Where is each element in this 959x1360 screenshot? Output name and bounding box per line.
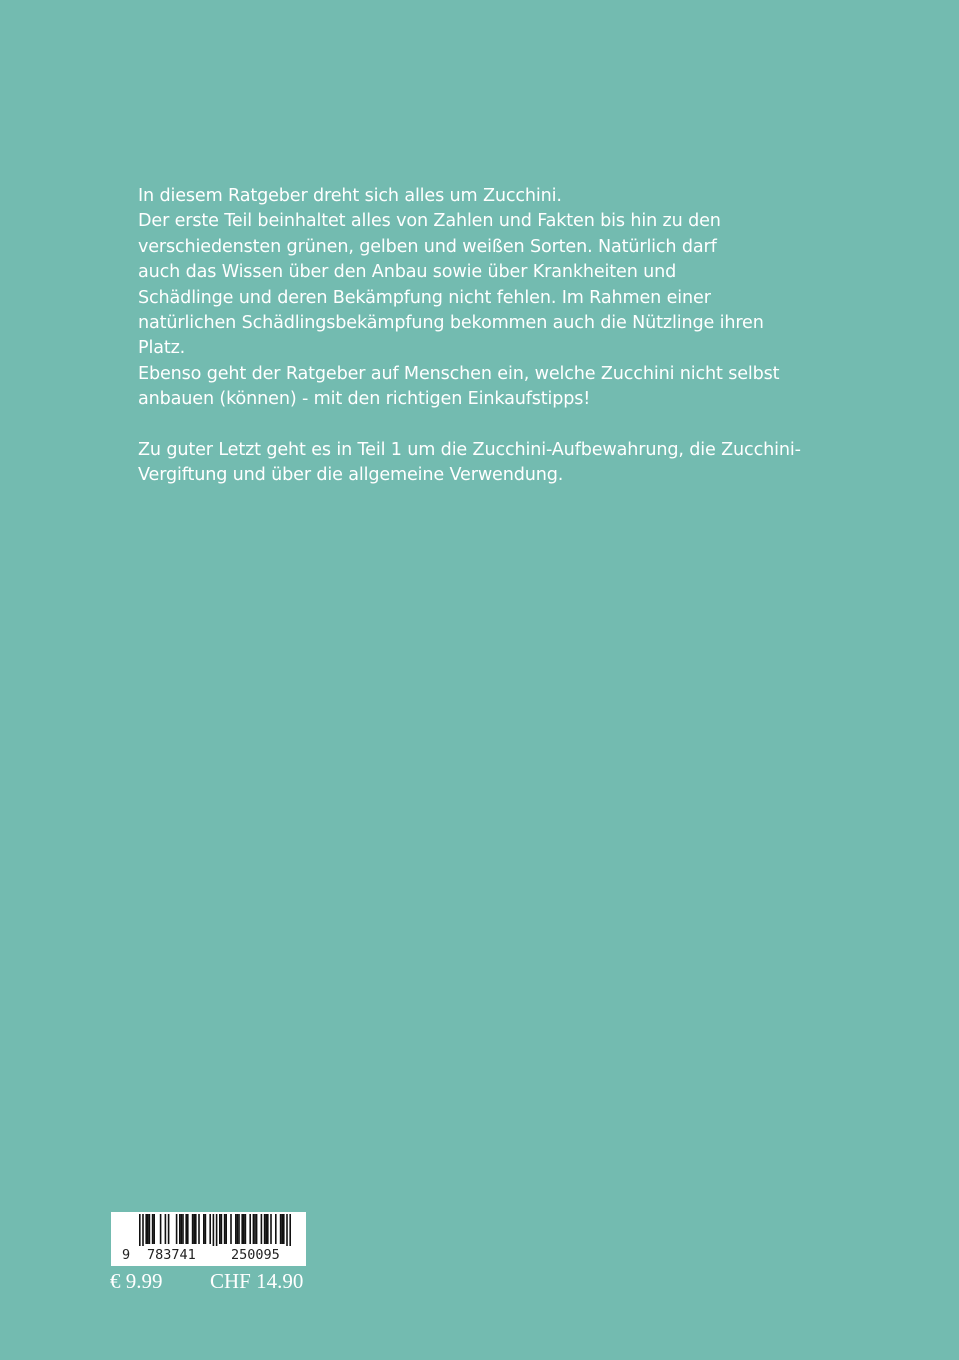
barcode-bar <box>254 1214 256 1244</box>
barcode-bar <box>149 1214 151 1244</box>
barcode-bar <box>187 1214 189 1244</box>
price-eur: € 9.99 <box>110 1269 163 1293</box>
barcode-bar <box>176 1214 178 1244</box>
barcode-bar <box>216 1214 218 1246</box>
barcode-bar <box>237 1214 239 1244</box>
barcode-bar <box>219 1214 221 1244</box>
barcode-bar <box>145 1214 147 1244</box>
isbn-barcode <box>111 1212 306 1266</box>
barcode-bar <box>139 1214 141 1246</box>
barcode-bar <box>193 1214 195 1244</box>
barcode-bar <box>235 1214 237 1244</box>
blurb-line: Der erste Teil beinhaltet alles von Zahlen und Fakten bis hin zu den <box>138 211 721 232</box>
barcode-bar <box>203 1214 205 1244</box>
barcode-bar <box>147 1214 149 1244</box>
barcode-bar <box>168 1214 170 1244</box>
blurb-line: natürlichen Schädlingsbekämpfung bekommen auch die Nützlinge ihren <box>138 313 764 334</box>
barcode-bar <box>264 1214 266 1244</box>
blurb-line: Zu guter Letzt geht es in Teil 1 um die Zucchini-Aufbewahrung, die Zucchini- <box>138 440 801 461</box>
isbn-digits-left: 783741 <box>147 1247 196 1263</box>
barcode-bar <box>283 1214 285 1244</box>
barcode-bar <box>225 1214 227 1244</box>
barcode-bar <box>179 1214 181 1244</box>
isbn-digits-right: 250095 <box>231 1247 280 1263</box>
blurb-line: anbauen (können) - mit den richtigen Einkaufstipps! <box>138 389 591 410</box>
barcode-bar <box>213 1214 215 1246</box>
isbn-digit-first: 9 <box>122 1247 131 1263</box>
barcode-bar <box>165 1214 167 1244</box>
barcode-bar <box>253 1214 255 1244</box>
barcode-bar <box>152 1214 154 1244</box>
barcode-bar <box>198 1214 200 1244</box>
barcode-bar <box>270 1214 272 1244</box>
barcode-bar <box>281 1214 283 1244</box>
barcode-bar <box>275 1214 277 1244</box>
blurb-line: In diesem Ratgeber dreht sich alles um Zucchini. <box>138 186 562 206</box>
barcode-bar <box>142 1214 144 1246</box>
barcode-bar <box>256 1214 258 1244</box>
barcode-bar <box>249 1214 251 1244</box>
barcode-bar <box>241 1214 243 1244</box>
barcode-bar <box>153 1214 155 1244</box>
barcode-bar <box>289 1214 291 1246</box>
price-chf: CHF 14.90 <box>210 1269 304 1293</box>
barcode-bar <box>181 1214 183 1244</box>
blurb-line: Platz. <box>138 338 186 359</box>
barcode-bar <box>238 1214 240 1244</box>
blurb-line: Schädlinge und deren Bekämpfung nicht fehlen. Im Rahmen einer <box>138 287 711 308</box>
blurb-line: Ebenso geht der Ratgeber auf Menschen ein, welche Zucchini nicht selbst <box>138 363 780 384</box>
barcode-bar <box>261 1214 263 1244</box>
barcode-bar <box>182 1214 184 1244</box>
barcode-bar <box>265 1214 267 1244</box>
barcode-bars <box>111 1212 306 1246</box>
barcode-bar <box>267 1214 269 1244</box>
isbn-digits <box>111 1246 306 1264</box>
paragraph-gap <box>138 413 838 438</box>
barcode-bar <box>195 1214 197 1244</box>
barcode-bar <box>160 1214 162 1244</box>
barcode-bar <box>230 1214 232 1244</box>
barcode-bar <box>192 1214 194 1244</box>
blurb-line: verschiedensten grünen, gelben und weißen Sorten. Natürlich darf <box>138 236 717 257</box>
barcode-bar <box>185 1214 187 1244</box>
barcode-bar <box>221 1214 223 1244</box>
barcode-bar <box>205 1214 207 1244</box>
barcode-bar <box>280 1214 282 1244</box>
blurb-text <box>138 184 838 489</box>
blurb-line: auch das Wissen über den Anbau sowie über Krankheiten und <box>138 262 677 283</box>
barcode-bar <box>245 1214 247 1244</box>
barcode-bar <box>243 1214 245 1244</box>
barcode-bar <box>224 1214 226 1244</box>
barcode-bar <box>286 1214 288 1246</box>
blurb-line: Vergiftung und über die allgemeine Verwendung. <box>138 465 564 486</box>
barcode-bar <box>209 1214 211 1244</box>
